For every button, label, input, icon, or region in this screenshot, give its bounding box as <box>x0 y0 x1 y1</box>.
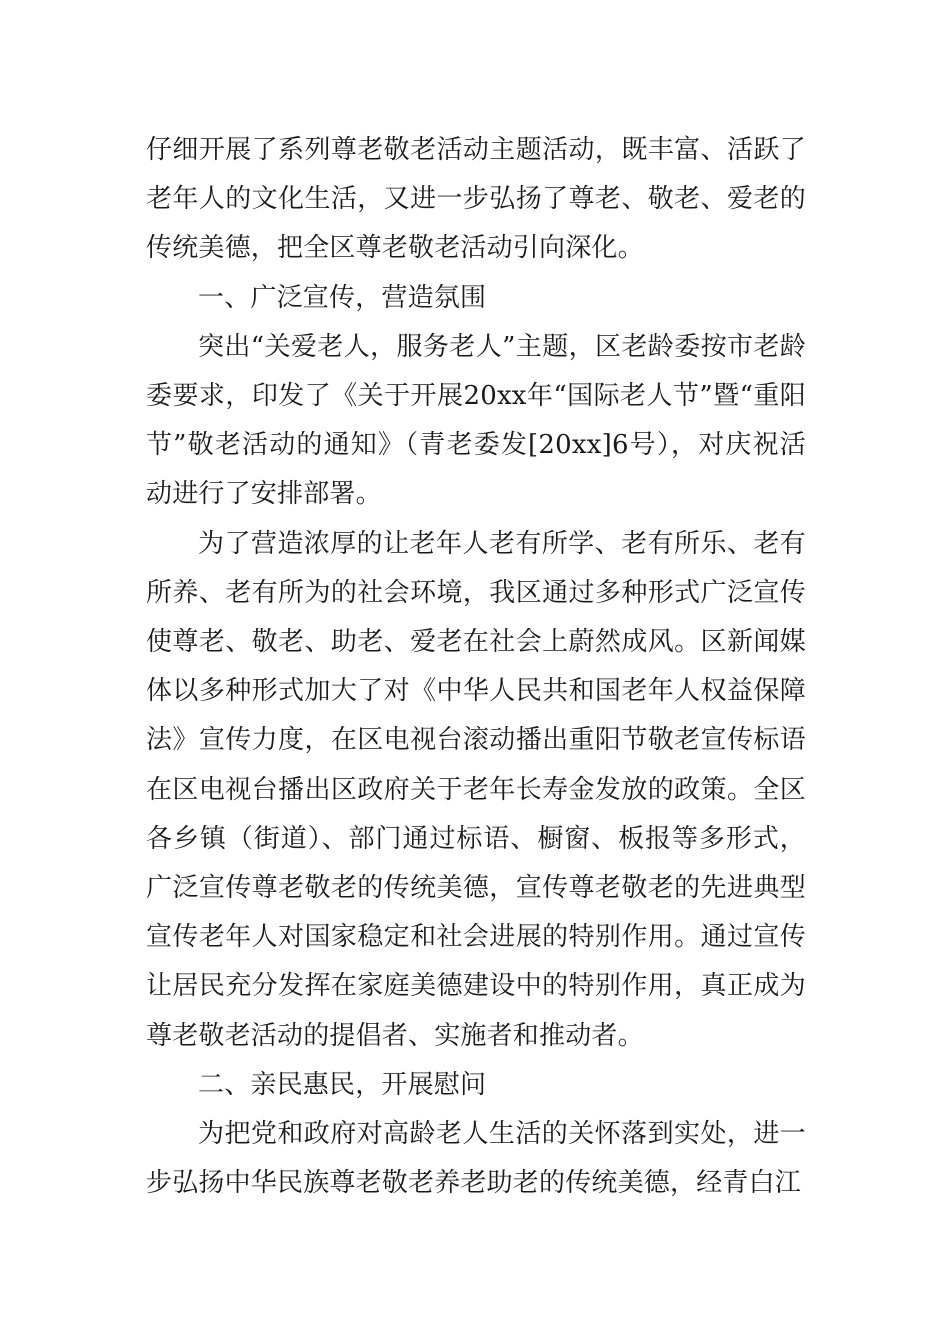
paragraph-intro-continued: 仔细开展了系列尊老敬老活动主题活动，既丰富、活跃了老年人的文化生活，又进一步弘扬了尊老、敬老、爱老的传统美德，把全区尊老敬老活动引向深化。 <box>146 135 806 264</box>
section-heading-1: 一、广泛宣传，营造氛围 <box>198 282 487 313</box>
paragraph-publicity: 为了营造浓厚的让老年人老有所学、老有所乐、老有所养、老有所为的社会环境，我区通过多种形式广泛宣传使尊老、敬老、助老、爱老在社会上蔚然成风。区新闻媒体以多种形式加大了对《中华人民共和国老年人权益保障法》宣传力度，在区电视台滚动播出重阳节敬老宣传标语在区电视台播出区政府关于老年长寿金发放的政策。全区各乡镇（街道）、部门通过标语、橱窗、板报等多形式，广泛宣传尊老敬老的传统美德，宣传尊老敬老的先进典型宣传老年人对国家稳定和社会进展的特别作用。通过宣传让居民充分发挥在家庭美德建设中的特别作用，真正成为尊老敬老活动的提倡者、实施者和推动者。 <box>146 528 806 1051</box>
document-body <box>146 126 806 1208</box>
paragraph-condolence: 为把党和政府对高龄老人生活的关怀落到实处，进一步弘扬中华民族尊老敬老养老助老的传统美德，经青白江 <box>146 1119 806 1199</box>
paragraph-notice: 突出“关爱老人，服务老人”主题，区老龄委按市老龄委要求，印发了《关于开展20xx年“国际老人节”暨“重阳节”敬老活动的通知》（青老委发[20xx]6号），对庆祝活动进行了安排部署。 <box>146 331 806 510</box>
section-heading-2: 二、亲民惠民，开展慰问 <box>198 1069 487 1100</box>
